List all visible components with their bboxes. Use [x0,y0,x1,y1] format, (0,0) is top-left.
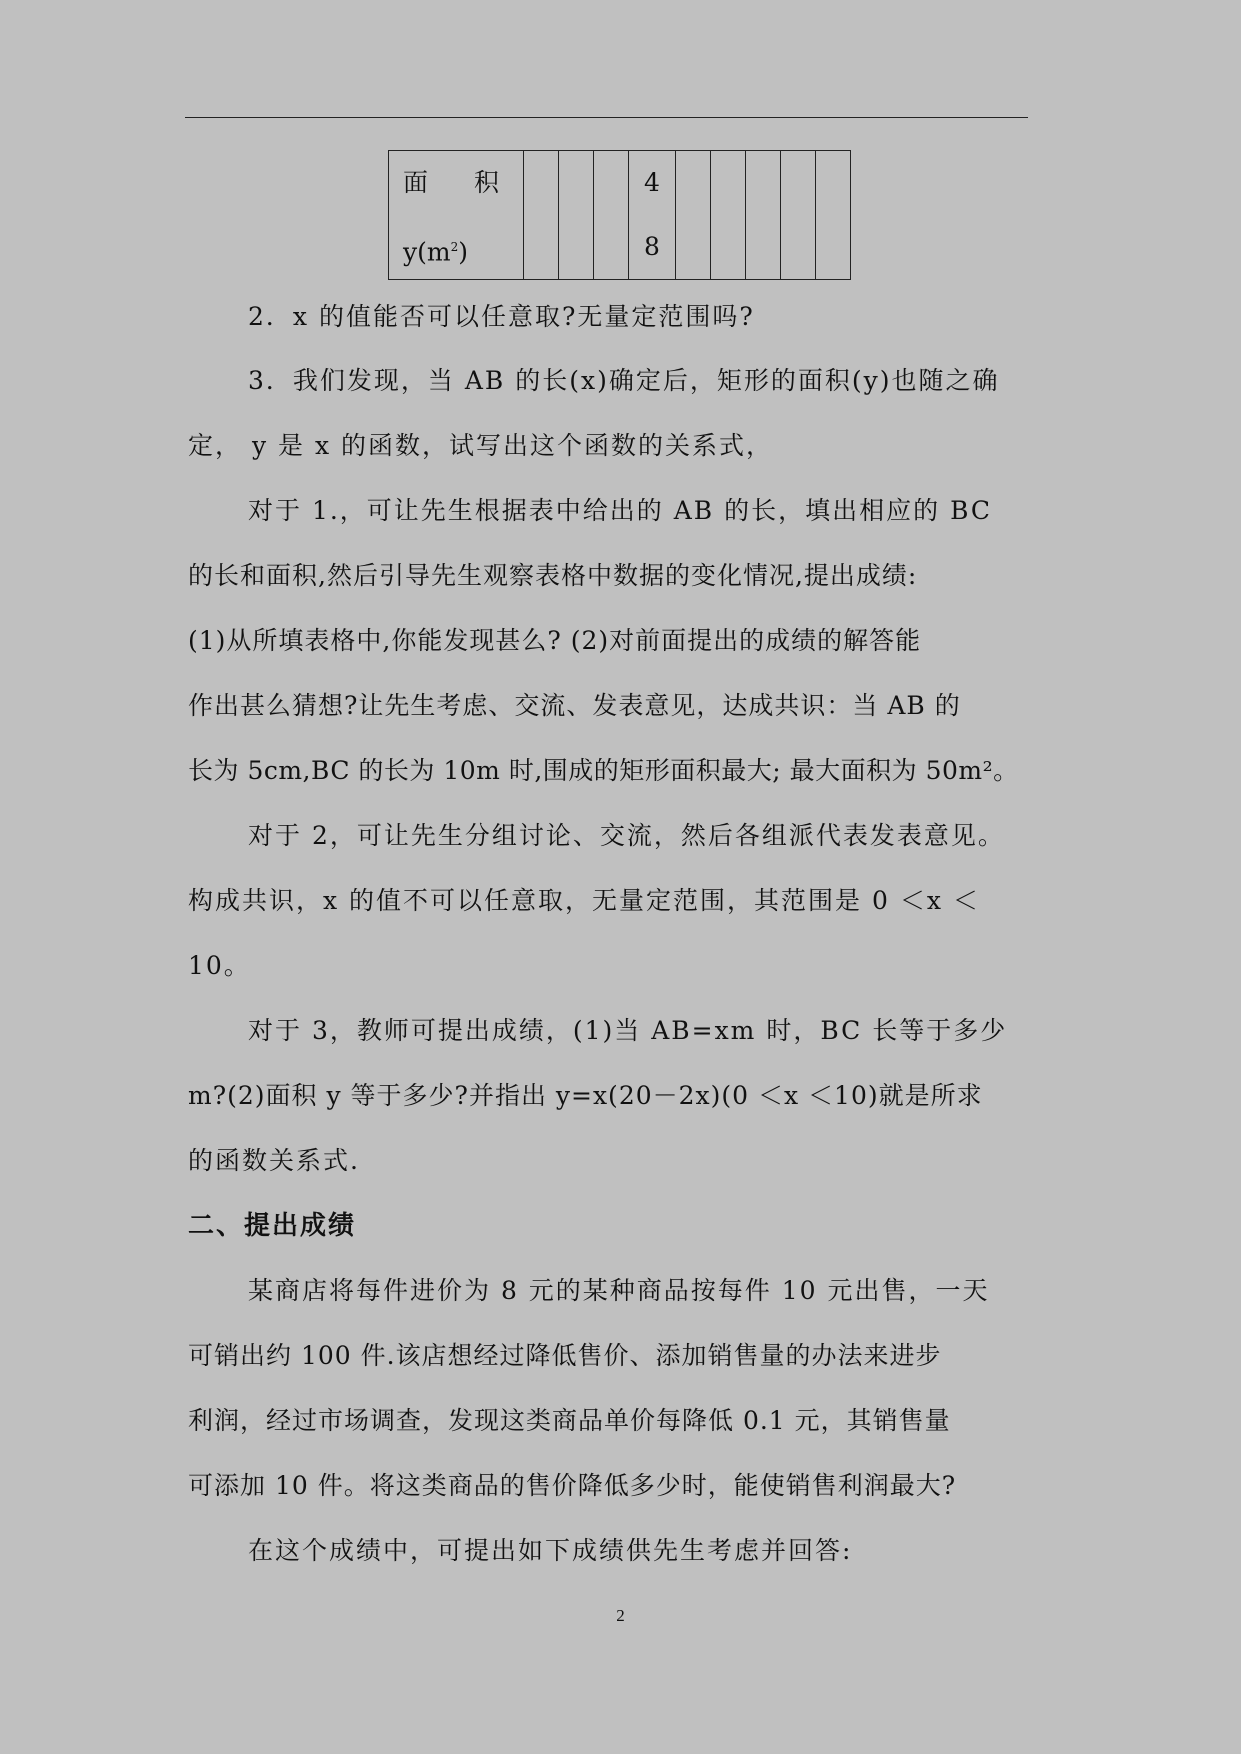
table-label-cell [389,151,524,280]
text-line: 可添加 10 件。将这类商品的售价降低多少时，能使销售利润最大? [188,1471,957,1500]
text-line: 在这个成绩中，可提出如下成绩供先生考虑并回答: [248,1536,853,1565]
data-table [388,150,851,280]
table-cell [559,151,594,280]
text-line: 长为 5cm,BC 的长为 10m 时,围成的矩形面积最大; 最大面积为 50m²。 [188,756,1019,785]
text-line: 定， y 是 x 的函数，试写出这个函数的关系式， [188,431,774,460]
section-heading: 二、提出成绩 [188,1211,357,1241]
label-unit: $y(m^2)$ [403,237,468,267]
text-line: 对于 1.，可让先生根据表中给出的 AB 的长，填出相应的 BC [248,496,993,525]
text-line: 对于 3，教师可提出成绩，(1)当 AB=xm 时，BC 长等于多少 [248,1016,1008,1045]
text-line: 的长和面积,然后引导先生观察表格中数据的变化情况,提出成绩: [188,561,918,590]
table-value-cell: 4 8 [629,151,676,280]
text-line: 作出甚么猜想?让先生考虑、交流、发表意见，达成共识：当 AB 的 [188,691,961,720]
text-line: (1)从所填表格中,你能发现甚么? (2)对前面提出的成绩的解答能 [188,626,922,655]
text-line: 可销出约 100 件.该店想经过降低售价、添加销售量的办法来进步 [188,1341,942,1370]
text-line: m?(2)面积 y 等于多少?并指出 y=x(20－2x)(0 ＜x ＜10)就是所求 [188,1081,983,1110]
table-cell [781,151,816,280]
table-cell [676,151,711,280]
text-line: 利润，经过市场调查，发现这类商品单价每降低 0.1 元，其销售量 [188,1406,951,1435]
text-line: 2．x 的值能否可以任意取?无量定范围吗? [248,302,755,331]
header-rule [185,117,1028,118]
table-cell [711,151,746,280]
table-cell [816,151,851,280]
text-line: 构成共识，x 的值不可以任意取，无量定范围，其范围是 0 ＜x ＜ [188,886,980,915]
text-line: 10。 [188,951,251,980]
text-line: 3．我们发现，当 AB 的长(x)确定后，矩形的面积(y)也随之确 [248,366,1000,395]
table-cell [524,151,559,280]
text-line: 的函数关系式. [188,1146,360,1175]
text-line: 对于 2，可让先生分组讨论、交流，然后各组派代表发表意见。 [248,821,1005,850]
table-cell [746,151,781,280]
text-line: 某商店将每件进价为 8 元的某种商品按每件 10 元出售，一天 [248,1276,990,1305]
table-cell [594,151,629,280]
label-area: 面 积 [403,168,500,197]
page-number: 2 [616,1606,625,1625]
